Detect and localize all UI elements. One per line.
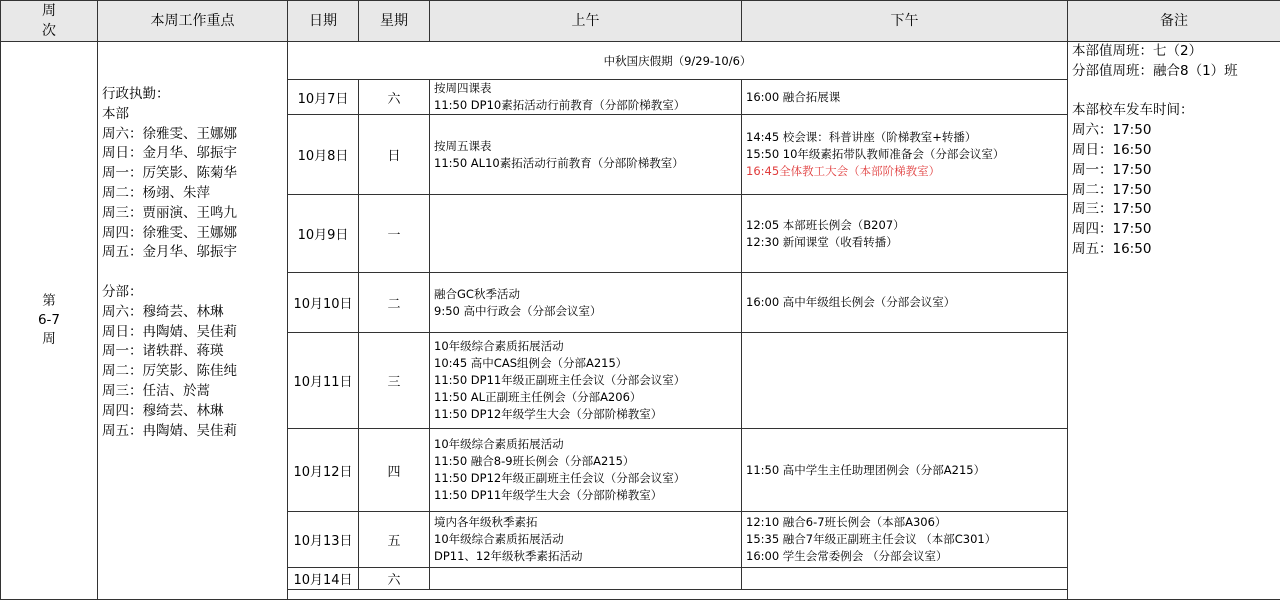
notes-cell [1068, 42, 1280, 600]
list-line: 周五：16:50 [1072, 240, 1280, 260]
list-line: 本部校车发车时间： [1072, 101, 1280, 121]
list-line: 周日：16:50 [1072, 141, 1280, 161]
notes-list [1072, 42, 1280, 260]
list-line: 周四：徐雅雯、王娜娜 [102, 224, 287, 244]
list-line: 11:50 DP10素拓活动行前教育（分部阶梯教室） [434, 97, 741, 114]
list-line: 11:50 DP11年级学生大会（分部阶梯教室） [434, 487, 741, 504]
day-date: 10月11日 [288, 333, 359, 429]
list-line: 周二：厉笑影、陈佳纯 [102, 362, 287, 382]
list-line: 11:50 AL10素拓活动行前教育（分部阶梯教室） [434, 155, 741, 172]
list-line: 12:30 新闻课堂（收看转播） [746, 234, 1067, 251]
staff-meeting-notice: 16:45全体教工大会（本部阶梯教室） [746, 163, 1067, 180]
week-number-cell [1, 42, 98, 600]
list-line: 周三：贾丽演、王鸣九 [102, 204, 287, 224]
day-pm [742, 333, 1068, 429]
day-pm [742, 429, 1068, 512]
day-date: 10月12日 [288, 429, 359, 512]
day-pm [742, 195, 1068, 273]
list-line: 16:00 融合拓展课 [746, 89, 1067, 106]
day-weekday: 四 [359, 429, 430, 512]
list-line: 周一：厉笑影、陈菊华 [102, 164, 287, 184]
day-am [430, 80, 742, 115]
list-line: 周四：穆绮芸、林琳 [102, 402, 287, 422]
list-line: 行政执勤： [102, 85, 287, 105]
day-pm [742, 273, 1068, 333]
list-line: 周四：17:50 [1072, 220, 1280, 240]
list-line [102, 263, 287, 283]
list-line: 周六：徐雅雯、王娜娜 [102, 125, 287, 145]
list-line: 11:50 DP12年级学生大会（分部阶梯教室） [434, 406, 741, 423]
day-am [430, 568, 742, 590]
list-line: 分部值周班：融合8（1）班 [1072, 62, 1280, 82]
list-line: 周六：17:50 [1072, 121, 1280, 141]
list-line: 11:50 高中学生主任助理团例会（分部A215） [746, 462, 1067, 479]
list-line: 11:50 DP12年级正副班主任会议（分部会议室） [434, 470, 741, 487]
list-line [1072, 82, 1280, 102]
list-line: 11:50 AL正副班主任例会（分部A206） [434, 389, 741, 406]
list-line: 周三：任洁、於蒿 [102, 382, 287, 402]
list-line: 10:45 高中CAS组例会（分部A215） [434, 355, 741, 372]
day-pm-items [746, 129, 1067, 163]
day-weekday: 二 [359, 273, 430, 333]
day-am [430, 195, 742, 273]
list-line: 10年级综合素质拓展活动 [434, 531, 741, 548]
list-line: 12:05 本部班长例会（B207） [746, 217, 1067, 234]
day-date: 10月7日 [288, 80, 359, 115]
header-am: 上午 [430, 1, 742, 42]
day-date: 10月9日 [288, 195, 359, 273]
list-line: 周五：金月华、邬振宇 [102, 243, 287, 263]
day-date: 10月8日 [288, 115, 359, 195]
list-line: 11:50 DP11年级正副班主任会议（分部会议室） [434, 372, 741, 389]
list-line: 周日：金月华、邬振宇 [102, 144, 287, 164]
list-line: 境内各年级秋季素拓 [434, 514, 741, 531]
list-line: 12:10 融合6-7班长例会（本部A306） [746, 514, 1067, 531]
header-week-label: 周 次 [42, 3, 56, 39]
header-row [1, 1, 1280, 42]
day-pm [742, 568, 1068, 590]
list-line: 16:00 学生会常委例会 （分部会议室） [746, 548, 1067, 565]
list-line: 周二：杨翊、朱萍 [102, 184, 287, 204]
day-pm [742, 80, 1068, 115]
focus-list [102, 85, 287, 441]
list-line: 14:45 校会课：科普讲座（阶梯教室+转播） [746, 129, 1067, 146]
day-weekday: 日 [359, 115, 430, 195]
list-line: 融合GC秋季活动 [434, 286, 741, 303]
day-weekday: 三 [359, 333, 430, 429]
filler-cell [288, 590, 1068, 600]
list-line: 10年级综合素质拓展活动 [434, 436, 741, 453]
header-focus: 本周工作重点 [98, 1, 288, 42]
list-line: 周五：冉陶婧、吴佳莉 [102, 422, 287, 442]
list-line: 11:50 融合8-9班长例会（分部A215） [434, 453, 741, 470]
day-weekday: 五 [359, 512, 430, 568]
header-date: 日期 [288, 1, 359, 42]
list-line: 16:00 高中年级组长例会（分部会议室） [746, 294, 1067, 311]
list-line: 15:50 10年级素拓带队教师准备会（分部会议室） [746, 146, 1067, 163]
day-date: 10月13日 [288, 512, 359, 568]
list-line: 分部： [102, 283, 287, 303]
list-line: 周日：冉陶婧、吴佳莉 [102, 323, 287, 343]
holiday-banner: 中秋国庆假期（9/29-10/6） [288, 42, 1068, 80]
day-am [430, 512, 742, 568]
header-notes: 备注 [1068, 1, 1280, 42]
day-weekday: 六 [359, 80, 430, 115]
holiday-row [1, 42, 1280, 80]
list-line: DP11、12年级秋季素拓活动 [434, 548, 741, 565]
list-line: 周一：17:50 [1072, 161, 1280, 181]
list-line: 10年级综合素质拓展活动 [434, 338, 741, 355]
header-weekday: 星期 [359, 1, 430, 42]
list-line: 9:50 高中行政会（分部会议室） [434, 303, 741, 320]
day-pm [742, 512, 1068, 568]
list-line: 周二：17:50 [1072, 181, 1280, 201]
day-weekday: 六 [359, 568, 430, 590]
list-line: 本部值周班：七（2） [1072, 42, 1280, 62]
list-line: 周六：穆绮芸、林琳 [102, 303, 287, 323]
day-weekday: 一 [359, 195, 430, 273]
list-line: 周一：诸轶群、蒋瑛 [102, 342, 287, 362]
day-date: 10月10日 [288, 273, 359, 333]
list-line: 本部 [102, 105, 287, 125]
list-line: 15:35 融合7年级正副班主任会议 （本部C301） [746, 531, 1067, 548]
list-line: 周三：17:50 [1072, 200, 1280, 220]
day-am [430, 333, 742, 429]
day-am [430, 273, 742, 333]
header-week [1, 1, 98, 42]
day-am [430, 115, 742, 195]
day-am [430, 429, 742, 512]
day-date: 10月14日 [288, 568, 359, 590]
week-number: 第 6-7 周 [38, 293, 60, 347]
list-line: 按周四课表 [434, 80, 741, 97]
work-focus-cell [98, 42, 288, 600]
list-line: 按周五课表 [434, 138, 741, 155]
day-pm [742, 115, 1068, 195]
header-pm: 下午 [742, 1, 1068, 42]
